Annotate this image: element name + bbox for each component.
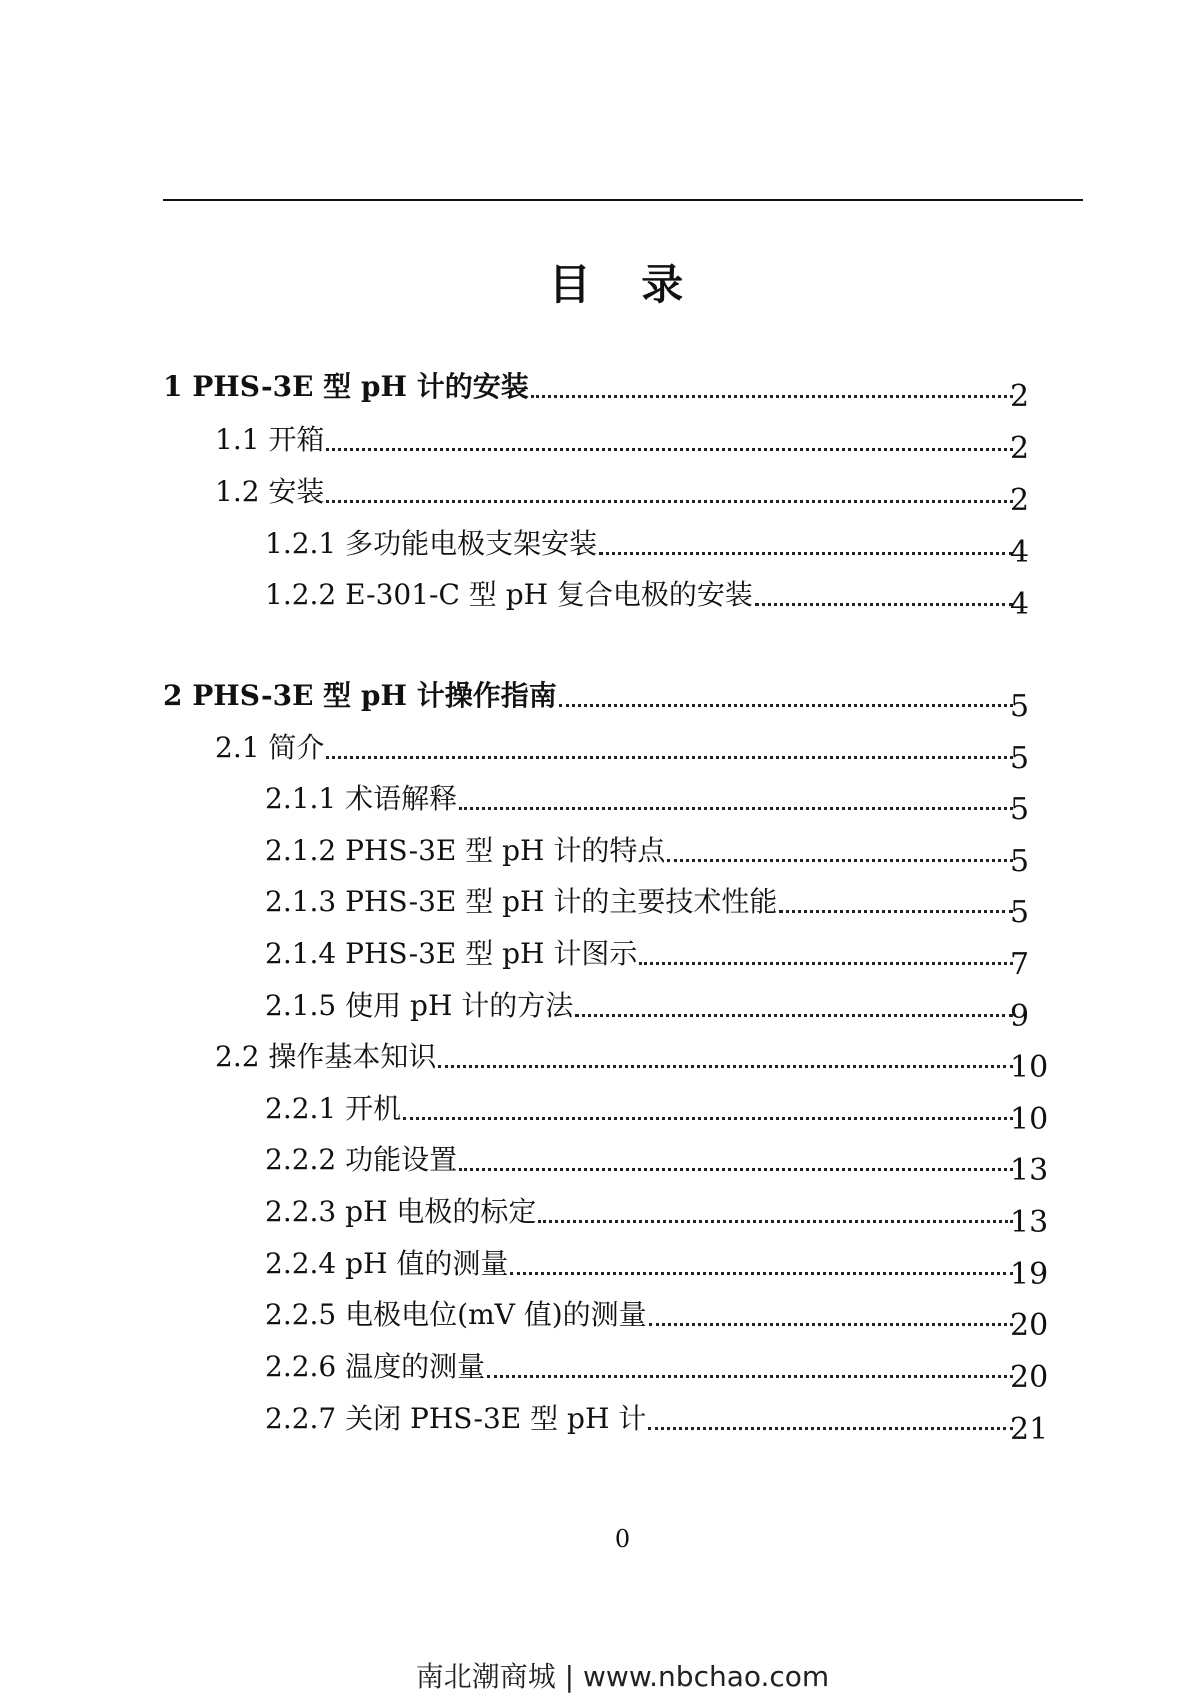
dot-leader [438,1065,1013,1068]
toc-entry-label: 2.2.6 温度的测量 [265,1350,486,1383]
toc-entry-label: 2.1.5 使用 pH 计的方法 [265,989,574,1022]
toc-entry-page: 20 [1010,1360,1049,1395]
toc-entry[interactable] [265,1396,1015,1436]
dot-leader [559,704,1013,707]
toc-entry[interactable] [265,1189,1015,1229]
toc-entry-page: 2 [1010,483,1030,518]
dot-leader [667,859,1013,862]
toc-entry-page: 7 [1010,947,1030,982]
toc-entry[interactable] [215,417,1015,457]
toc-entry-page: 4 [1010,535,1030,570]
toc-entry-label: 2.1.4 PHS-3E 型 pH 计图示 [265,937,638,970]
toc-entry-page: 5 [1010,895,1030,930]
dot-leader [639,962,1013,965]
toc-entry-label: 2.2 操作基本知识 [215,1040,437,1073]
toc-entry-label: 2.1.1 术语解释 [265,782,458,815]
toc-entry-label: 2.2.5 电极电位(mV 值)的测量 [265,1298,647,1331]
toc-entry-page: 10 [1010,1050,1049,1085]
toc-entry[interactable] [265,1137,1015,1177]
toc-entry-label: 2.2.4 pH 值的测量 [265,1247,509,1280]
dot-leader [575,1014,1013,1017]
toc-entry-page: 13 [1010,1153,1049,1188]
toc-entry-page: 19 [1010,1257,1049,1292]
toc-entry-page: 21 [1010,1412,1049,1447]
toc-entry-page: 2 [1010,431,1030,466]
toc-entry-page: 5 [1010,844,1030,879]
toc-entry-label: 2.2.2 功能设置 [265,1143,458,1176]
toc-entry-label: 2 PHS-3E 型 pH 计操作指南 [163,679,557,712]
toc-entry-page: 20 [1010,1308,1049,1343]
dot-leader [648,1427,1013,1430]
dot-leader [459,1168,1013,1171]
toc-entry-label: 2.1.3 PHS-3E 型 pH 计的主要技术性能 [265,885,778,918]
toc-entry[interactable] [265,776,1015,816]
toc-entry[interactable] [265,1241,1015,1281]
toc-entry-page: 13 [1010,1205,1049,1240]
toc-entry-page: 4 [1010,587,1030,622]
toc-entry[interactable] [215,725,1015,765]
toc-entry-label: 2.1.2 PHS-3E 型 pH 计的特点 [265,834,666,867]
toc-entry-page: 5 [1010,689,1030,724]
toc-entry[interactable] [163,364,1015,404]
page-title: 目 录 [548,260,702,309]
dot-leader [403,1117,1013,1120]
toc-entry-label: 1.2 安装 [215,475,325,508]
toc-entry[interactable] [265,1086,1015,1126]
toc-entry-label: 2.2.3 pH 电极的标定 [265,1195,537,1228]
toc-entry-label: 1 PHS-3E 型 pH 计的安装 [163,370,529,403]
dot-leader [326,500,1013,503]
toc-entry-label: 1.1 开箱 [215,423,325,456]
dot-leader [538,1220,1013,1223]
dot-leader [531,395,1013,398]
dot-leader [599,552,1013,555]
toc-entry-label: 2.2.1 开机 [265,1092,402,1125]
dot-leader [326,756,1013,759]
dot-leader [649,1323,1013,1326]
dot-leader [755,603,1013,606]
toc-entry[interactable] [265,828,1015,868]
toc-entry-label: 2.2.7 关闭 PHS-3E 型 pH 计 [265,1402,647,1435]
toc-entry-page: 10 [1010,1102,1049,1137]
dot-leader [779,910,1013,913]
toc-entry-page: 5 [1010,792,1030,827]
dot-leader [487,1375,1013,1378]
toc-entry[interactable] [215,469,1015,509]
dot-leader [326,448,1013,451]
toc-entry[interactable] [163,673,1015,713]
toc-entry-label: 1.2.1 多功能电极支架安装 [265,527,598,560]
toc-entry-label: 1.2.2 E-301-C 型 pH 复合电极的安装 [265,578,753,611]
toc-entry[interactable] [265,983,1015,1023]
dot-leader [510,1272,1013,1275]
dot-leader [459,807,1013,810]
toc-entry[interactable] [265,572,1015,612]
toc-entry-label: 2.1 简介 [215,731,325,764]
page-number: 0 [614,1525,631,1553]
toc-entry-page: 5 [1010,741,1030,776]
toc-entry-page: 2 [1010,379,1030,414]
toc-entry[interactable] [265,1292,1015,1332]
toc-entry[interactable] [265,879,1015,919]
toc-entry[interactable] [265,1344,1015,1384]
toc-entry-page: 9 [1010,999,1030,1034]
site-watermark: 南北潮商城 | www.nbchao.com [415,1660,830,1693]
toc-entry[interactable] [265,931,1015,971]
toc-entry[interactable] [215,1034,1015,1074]
toc-entry[interactable] [265,521,1015,561]
